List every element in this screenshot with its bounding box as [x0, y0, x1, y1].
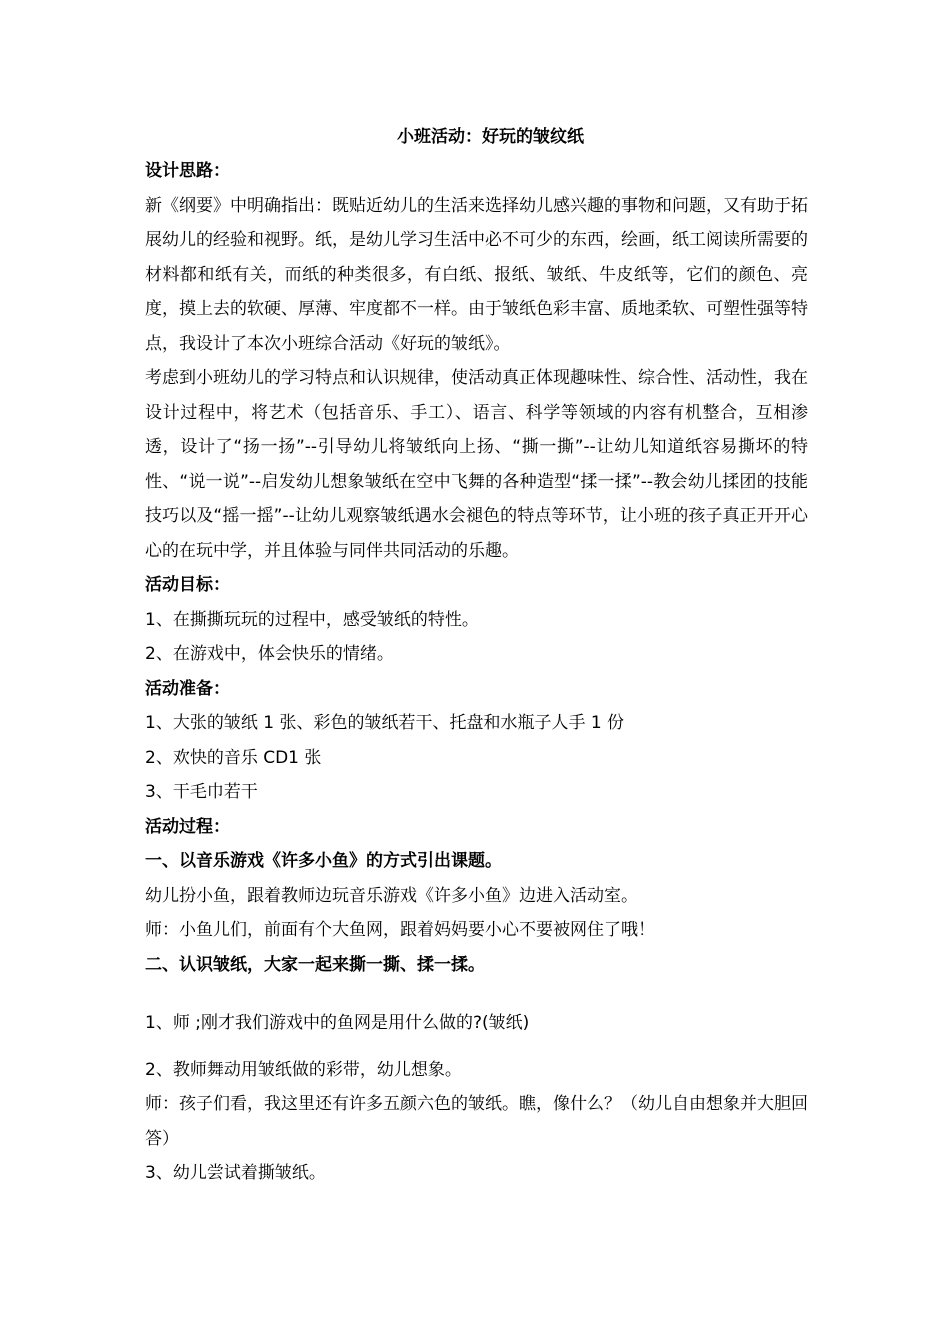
step2-item-2-detail: 师：孩子们看，我这里还有许多五颜六色的皱纸。瞧，像什么？（幼儿自由想象并大胆回答） — [145, 1094, 808, 1149]
goals-heading: 活动目标： — [145, 575, 230, 595]
prep-item-3: 3、干毛巾若干 — [145, 782, 258, 802]
prep-item-2: 2、欢快的音乐 CD1 张 — [145, 747, 322, 768]
step1-line-2: 师：小鱼儿们，前面有个大鱼网，跟着妈妈要小心不要被网住了哦！ — [145, 920, 655, 940]
design-paragraph-2: 考虑到小班幼儿的学习特点和认识规律，使活动真正体现趣味性、综合性、活动性，我在设计过程中，将艺术（包括音乐、手工）、语言、科学等领域的内容有机整合，互相渗透，设计了“扬一扬”--引导幼儿将皱纸向上扬、“撕一撕”--让幼儿知道纸容易撕坏的特性、“说一说”--启发幼儿想象皱纸在空中飞舞的各种造型“揉一揉”--教会幼儿揉团的技能技巧以及“摇一摇”--让幼儿观察皱纸遇水会褪色的特点等环节，让小班的孩子真正开开心心的在玩中学，并且体验与同伴共同活动的乐趣。 — [145, 368, 808, 561]
prep-heading: 活动准备： — [145, 678, 230, 699]
step2-item-3: 3、幼儿尝试着撕皱纸。 — [145, 1163, 326, 1183]
design-heading: 设计思路： — [145, 161, 230, 181]
step1-line-1: 幼儿扮小鱼，跟着教师边玩音乐游戏《许多小鱼》边进入活动室。 — [145, 885, 638, 906]
process-heading: 活动过程： — [145, 816, 230, 837]
goal-item-1: 1、在撕撕玩玩的过程中，感受皱纸的特性。 — [145, 609, 479, 630]
prep-item-1: 1、大张的皱纸 1 张、彩色的皱纸若干、托盘和水瓶子人手 1 份 — [145, 713, 625, 733]
step2-item-2: 2、教师舞动用皱纸做的彩带，幼儿想象。 — [145, 1059, 462, 1080]
step1-heading: 一、以音乐游戏《许多小鱼》的方式引出课题。 — [145, 851, 502, 871]
design-paragraph-1: 新《纲要》中明确指出：既贴近幼儿的生活来选择幼儿感兴趣的事物和问题，又有助于拓展幼儿的经验和视野。纸，是幼儿学习生活中必不可少的东西，绘画，纸工阅读所需要的材料都和纸有关，而纸的种类很多，有白纸、报纸、皱纸、牛皮纸等，它们的颜色、亮度，摸上去的软硬、厚薄、牢度都不一样。由于皱纸色彩丰富、质地柔软、可塑性强等特点，我设计了本次小班综合活动《好玩的皱纸》。 — [145, 195, 808, 354]
step2-heading: 二、认识皱纸，大家一起来撕一撕、揉一揉。 — [145, 954, 485, 975]
step2-item-1: 1、师 ;刚才我们游戏中的鱼网是用什么做的?(皱纸) — [145, 1013, 530, 1033]
document-title: 小班活动：好玩的皱纹纸 — [397, 127, 584, 147]
goal-item-2: 2、在游戏中，体会快乐的情绪。 — [145, 644, 394, 664]
document-page — [145, 120, 808, 1191]
